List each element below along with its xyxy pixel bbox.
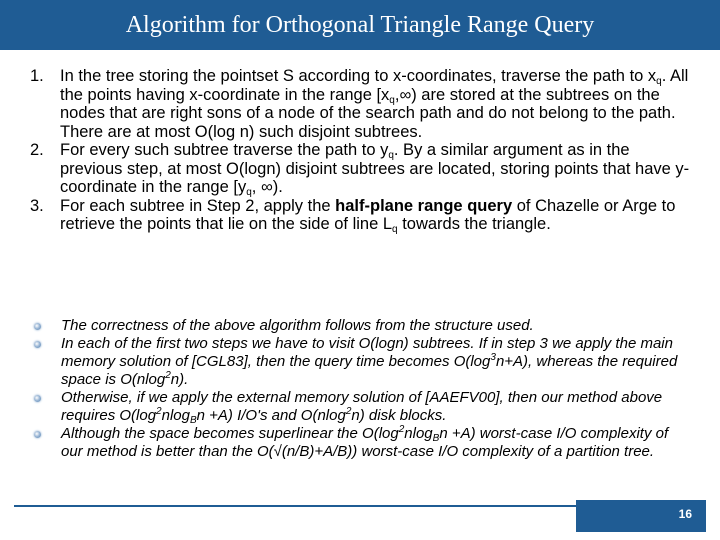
- note-text: Although the space becomes superlinear the O(log: [61, 425, 399, 442]
- step-number: 1.: [30, 67, 44, 85]
- superscript: 2: [165, 370, 171, 381]
- superscript: 3: [490, 352, 496, 363]
- note-item: [34, 389, 684, 425]
- title-bar: [0, 0, 720, 50]
- superscript: 2: [398, 424, 405, 435]
- superscript: 2: [345, 406, 352, 417]
- note-text: In each of the first two steps we have to visit O(logn) subtrees. If in step 3 we apply the main memory solution of [CGL83], then the query time becomes O(log: [61, 335, 673, 370]
- step-text: . All the points having x-coordinate in the range [x: [60, 67, 689, 104]
- step-text: In the tree storing the pointset S according to x-coordinates, traverse the path to x: [60, 67, 657, 85]
- subscript: q: [246, 187, 252, 198]
- bullet-icon: [34, 323, 41, 330]
- note-text: n+A), whereas the required space is O(nlog: [61, 353, 678, 388]
- step-number: 2.: [30, 141, 44, 159]
- algorithm-steps: [30, 67, 690, 234]
- subscript: B: [432, 433, 440, 444]
- emphasis-term: half-plane range query: [335, 196, 513, 215]
- note-text: n) disk blocks.: [351, 407, 447, 424]
- note-text: n +A) worst-case I/O complexity of our method is better than the O(√(n/B)+A/B)) worst-case I/O complexity of a partition tree.: [61, 425, 669, 460]
- step-item: [30, 197, 690, 234]
- step-text: towards the triangle.: [397, 215, 551, 233]
- subscript: q: [388, 150, 394, 161]
- slide-title: Algorithm for Orthogonal Triangle Range Query: [125, 11, 595, 38]
- footer-rule: [14, 505, 576, 507]
- bullet-icon: [34, 341, 41, 348]
- step-text: , ∞).: [251, 178, 283, 196]
- step-text: For every such subtree traverse the path to y: [60, 141, 389, 159]
- note-text: nlog: [161, 407, 190, 424]
- note-item: [34, 317, 684, 335]
- subscript: q: [389, 94, 395, 106]
- step-text: ,∞) are stored at the subtrees on the nodes that are right sons of a node of the search path and do not belong to the path. There are at most O(log n) such disjoint subtrees.: [60, 85, 676, 141]
- notes-list: [34, 317, 684, 461]
- step-item: [30, 141, 690, 197]
- superscript: 2: [156, 406, 162, 417]
- subscript: q: [656, 76, 662, 87]
- step-text: For each subtree in Step 2, apply the: [60, 196, 336, 215]
- note-text: n +A) I/O's and O(nlog: [196, 407, 346, 424]
- step-text: of Chazelle or Arge to retrieve the points that lie on the side of line L: [60, 196, 676, 233]
- subscript: B: [189, 415, 197, 426]
- note-text: Otherwise, if we apply the external memory solution of [AAEFV00], then our method above requires O(log: [61, 389, 663, 424]
- page-number-box: [576, 500, 706, 532]
- bullet-icon: [34, 395, 41, 402]
- step-number: 3.: [30, 196, 44, 215]
- note-item: [34, 425, 684, 461]
- subscript: q: [392, 224, 398, 235]
- page-number: 16: [678, 507, 692, 521]
- note-text: The correctness of the above algorithm follows from the structure used.: [61, 317, 534, 334]
- note-text: nlog: [404, 425, 433, 442]
- note-text: n).: [170, 371, 189, 388]
- bullet-icon: [34, 431, 41, 438]
- step-item: [30, 67, 690, 141]
- step-text: . By a similar argument as in the previous step, at most O(logn) disjoint subtrees are located, storing points that have y-coordinate in the range [y: [60, 141, 690, 196]
- note-item: [34, 335, 684, 389]
